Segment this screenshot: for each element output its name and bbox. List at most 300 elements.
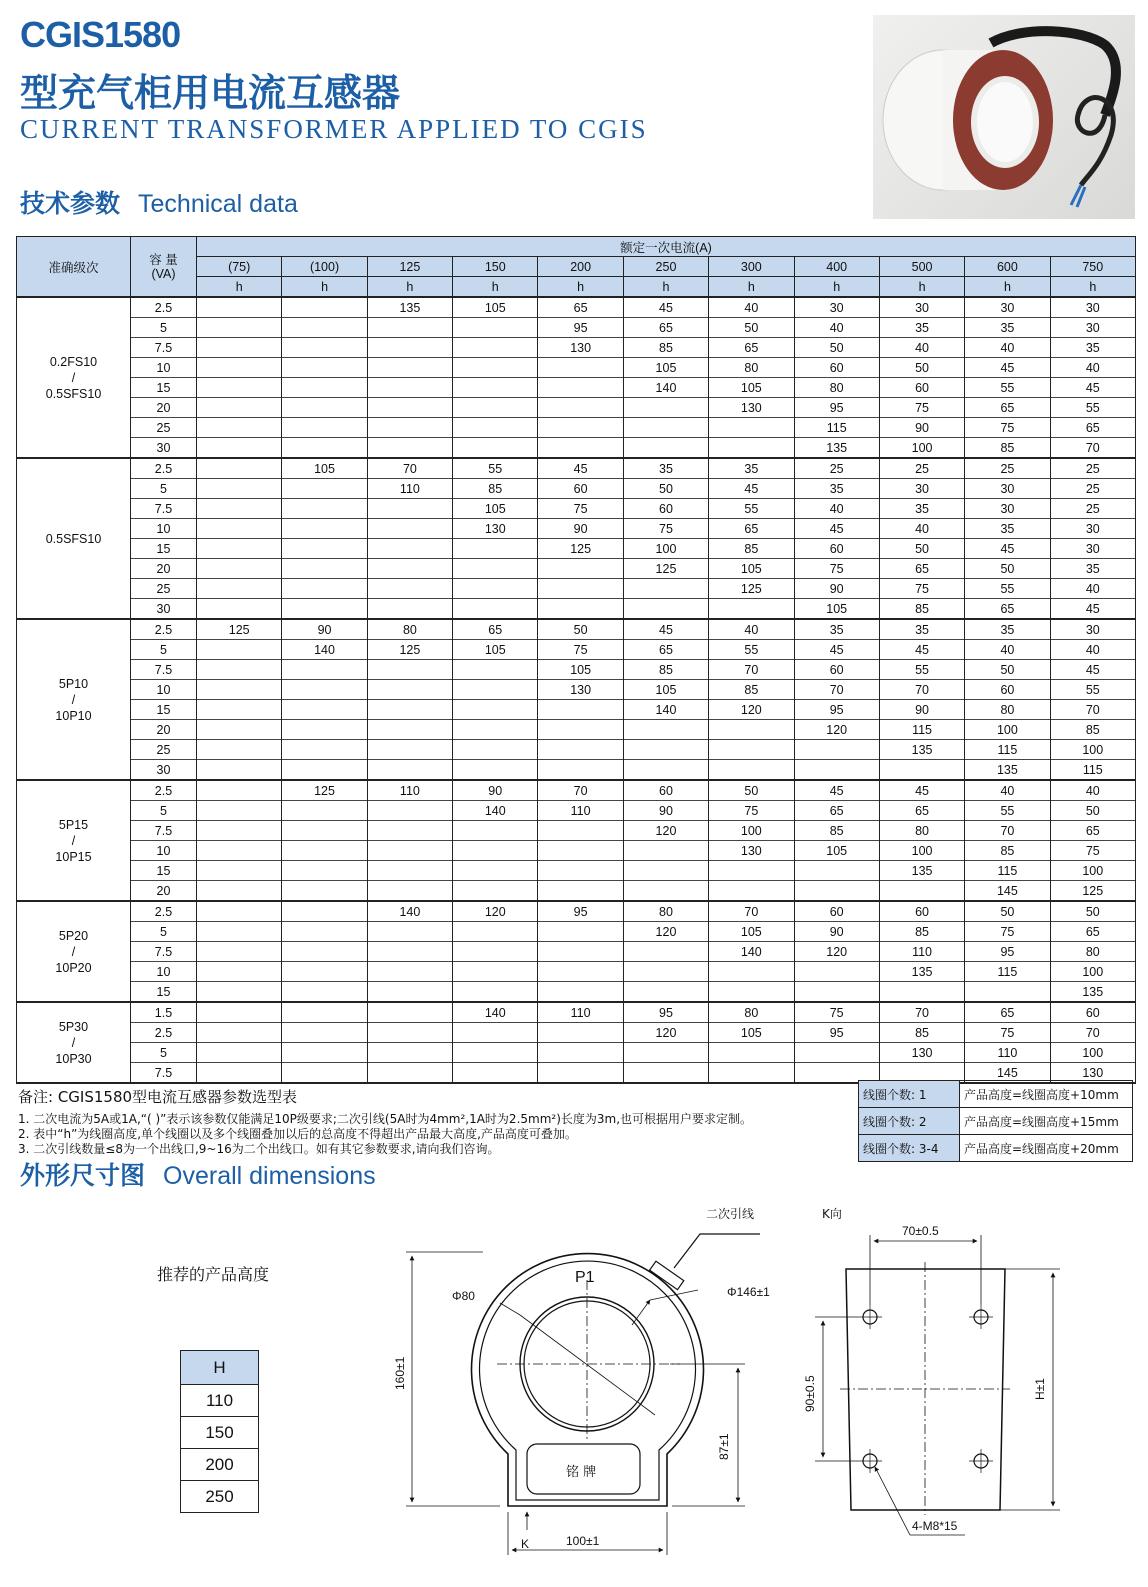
height-cell [282,338,367,358]
height-cell: 65 [453,619,538,640]
capacity-cell: 10 [131,680,197,700]
table-row [17,438,1136,459]
capacity-cell: 10 [131,519,197,539]
height-cell [538,982,623,1003]
table-row [17,660,1136,680]
height-cell: 50 [965,559,1050,579]
height-cell: 40 [965,780,1050,801]
height-cell: 80 [623,901,708,922]
height-cell: 100 [709,821,794,841]
capacity-cell: 5 [131,318,197,338]
height-cell [794,861,879,881]
height-cell: 65 [1050,821,1135,841]
p1-label: P1 [575,1269,595,1286]
height-cell [879,982,964,1003]
height-cell: 55 [453,458,538,479]
height-cell: 55 [965,579,1050,599]
height-cell [282,841,367,861]
capacity-cell: 10 [131,841,197,861]
height-cell: 85 [879,922,964,942]
height-cell: 85 [623,338,708,358]
height-cell: 85 [794,821,879,841]
height-cell: 120 [794,942,879,962]
height-cell: 35 [1050,559,1135,579]
height-cell [197,318,282,338]
height-cell: 45 [794,780,879,801]
height-cell: 45 [965,539,1050,559]
height-cell: 45 [879,780,964,801]
height-cell [453,318,538,338]
height-cell [367,1043,452,1063]
height-cell [623,418,708,438]
height-cell: 100 [1050,1043,1135,1063]
height-cell [282,378,367,398]
height-cell [879,760,964,781]
height-cell: 30 [1050,619,1135,640]
height-cell: 40 [709,297,794,318]
height-cell [709,740,794,760]
height-cell: 90 [879,418,964,438]
height-cell: 80 [879,821,964,841]
height-cell: 40 [794,499,879,519]
height-cell: 70 [794,680,879,700]
height-cell [197,297,282,318]
height-cell [623,398,708,418]
height-cell [538,398,623,418]
height-cell [282,801,367,821]
height-cell [453,1023,538,1043]
height-cell [197,378,282,398]
header-current-value: 300 [709,257,794,277]
height-cell: 50 [1050,901,1135,922]
height-cell [453,821,538,841]
capacity-cell: 5 [131,1043,197,1063]
height-cell [453,740,538,760]
header-accuracy-class: 准确级次 [17,237,131,298]
height-cell: 70 [879,1002,964,1023]
capacity-cell: 7.5 [131,942,197,962]
height-cell: 105 [538,660,623,680]
height-cell: 140 [623,700,708,720]
height-cell [453,680,538,700]
height-cell: 85 [709,680,794,700]
height-cell [197,519,282,539]
coil-count-3: 线圈个数: 3-4 [859,1135,960,1162]
height-cell [367,841,452,861]
table-row [17,1043,1136,1063]
height-cell: 70 [367,458,452,479]
height-cell [794,881,879,902]
capacity-cell: 20 [131,881,197,902]
width-100-label: 100±1 [566,1534,600,1548]
height-cell: 35 [965,519,1050,539]
height-cell: 120 [623,821,708,841]
height-cell: 145 [965,881,1050,902]
height-cell [709,760,794,781]
table-row [17,318,1136,338]
height-cell: 80 [794,378,879,398]
capacity-cell: 20 [131,720,197,740]
height-cell [197,942,282,962]
height-cell: 55 [1050,398,1135,418]
capacity-cell: 5 [131,922,197,942]
height-cell: 115 [879,720,964,740]
height-cell: 50 [538,619,623,640]
table-row [17,801,1136,821]
height-cell: 110 [367,479,452,499]
height-cell [282,881,367,902]
height-cell: 45 [1050,599,1135,620]
table-header [17,237,1136,298]
header-current-value: 400 [794,257,879,277]
height-cell: 85 [1050,720,1135,740]
height-cell: 75 [965,922,1050,942]
capacity-cell: 7.5 [131,1063,197,1084]
table-row [17,619,1136,640]
height-cell [367,358,452,378]
height-cell: 135 [879,861,964,881]
header-current-value: 150 [453,257,538,277]
height-cell: 65 [965,398,1050,418]
height-cell: 65 [709,519,794,539]
height-cell [538,720,623,740]
height-cell: 140 [453,1002,538,1023]
height-cell: 95 [794,398,879,418]
height-cell [623,1043,708,1063]
height-cell: 55 [709,640,794,660]
capacity-cell: 20 [131,559,197,579]
height-cell [538,1063,623,1084]
height-cell [367,338,452,358]
height-cell: 65 [538,297,623,318]
height-cell [453,942,538,962]
height-cell [282,760,367,781]
phi80-label: Φ80 [452,1289,475,1303]
table-row [17,881,1136,902]
section-overall-dimensions [20,1156,376,1192]
height-cell [282,559,367,579]
height-cell [453,599,538,620]
spacing-90-label: 90±0.5 [803,1375,817,1412]
height-cell [197,780,282,801]
table-row [17,418,1136,438]
height-cell: 130 [709,841,794,861]
height-cell [197,760,282,781]
height-cell: 50 [623,479,708,499]
height-cell: 70 [538,780,623,801]
height-cell [367,318,452,338]
height-cell [453,559,538,579]
height-cell: 130 [453,519,538,539]
notes-title: 备注: CGIS1580型电流互感器参数选型表 [18,1088,298,1106]
technical-data-table [16,236,1136,1084]
height-cell: 115 [1050,760,1135,781]
title-chinese: 型充气柜用电流互感器 [20,71,401,115]
height-cell: 115 [794,418,879,438]
table-row [17,378,1136,398]
height-cell: 45 [879,640,964,660]
height-cell: 120 [623,1023,708,1043]
height-header: H [181,1351,259,1385]
note-3: 3. 二次引线数量≤8为一个出线口,9~16为二个出线口。如有其它参数要求,请向我们咨询。 [18,1142,500,1156]
height-cell: 30 [965,297,1050,318]
height-cell: 135 [794,438,879,459]
height-cell: 45 [538,458,623,479]
height-cell [538,700,623,720]
height-cell: 75 [879,398,964,418]
height-cell [794,760,879,781]
height-cell [709,438,794,459]
height-cell: 45 [794,640,879,660]
height-cell: 140 [282,640,367,660]
height-cell: 45 [1050,378,1135,398]
height-cell [623,841,708,861]
height-cell: 105 [623,358,708,378]
capacity-cell: 10 [131,962,197,982]
table-row [17,640,1136,660]
height-cell: 35 [879,499,964,519]
height-cell: 50 [965,660,1050,680]
height-cell [367,599,452,620]
height-cell: 75 [623,519,708,539]
height-cell [197,922,282,942]
capacity-cell: 2.5 [131,1023,197,1043]
height-cell [623,740,708,760]
height-cell: 50 [709,780,794,801]
height-cell [197,660,282,680]
height-cell [197,358,282,378]
height-cell [367,801,452,821]
capacity-cell: 7.5 [131,499,197,519]
height-cell: 75 [965,418,1050,438]
spacing-70-label: 70±0.5 [902,1224,939,1238]
height-cell [794,740,879,760]
table-row [17,1023,1136,1043]
capacity-cell: 25 [131,579,197,599]
height-cell [453,881,538,902]
capacity-cell: 2.5 [131,458,197,479]
height-cell [538,942,623,962]
capacity-cell: 15 [131,539,197,559]
header-unit: h [367,277,452,298]
height-cell: 140 [623,378,708,398]
height-cell: 35 [965,318,1050,338]
height-cell: 65 [965,599,1050,620]
header-current-value: (75) [197,257,282,277]
height-cell [794,962,879,982]
height-cell: 30 [965,479,1050,499]
height-cell: 135 [879,962,964,982]
height-cell: 60 [794,358,879,378]
height-cell [538,378,623,398]
secondary-lead-label: 二次引线 [706,1207,755,1221]
height-cell [282,418,367,438]
height-cell: 35 [1050,338,1135,358]
height-cell: 25 [1050,499,1135,519]
height-cell: 90 [623,801,708,821]
height-cell: 130 [1050,1063,1135,1084]
header-current-value: 200 [538,257,623,277]
height-cell: 85 [965,438,1050,459]
height-cell: 30 [965,499,1050,519]
header-unit: h [538,277,623,298]
k-view-label: K向 [822,1207,842,1221]
height-cell [367,982,452,1003]
table-row [17,680,1136,700]
height-cell [538,861,623,881]
product-photo [873,15,1135,219]
height-cell: 135 [965,760,1050,781]
height-cell [197,539,282,559]
height-cell [282,740,367,760]
height-cell [282,519,367,539]
height-cell: 120 [794,720,879,740]
height-cell [538,599,623,620]
height-cell: 45 [623,297,708,318]
height-cell [367,680,452,700]
height-cell [453,1063,538,1084]
height-cell [367,660,452,680]
height-cell: 95 [538,901,623,922]
nameplate-label: 铭 牌 [566,1465,597,1480]
height-cell: 45 [965,358,1050,378]
height-cell [197,821,282,841]
height-cell: 65 [623,640,708,660]
coil-count-1: 线圈个数: 1 [859,1081,960,1108]
table-row [17,740,1136,760]
height-cell: 70 [1050,438,1135,459]
height-cell: 40 [965,640,1050,660]
height-cell: 40 [794,318,879,338]
height-cell: 60 [965,680,1050,700]
height-cell: 85 [709,539,794,559]
height-cell: 70 [709,901,794,922]
height-cell: 85 [453,479,538,499]
height-cell [282,1023,367,1043]
height-cell [197,640,282,660]
capacity-cell: 2.5 [131,619,197,640]
height-cell: 60 [879,378,964,398]
height-cell: 100 [1050,861,1135,881]
height-cell [197,398,282,418]
height-cell [197,982,282,1003]
height-cell: 55 [709,499,794,519]
height-cell: 35 [794,479,879,499]
height-cell: 140 [453,801,538,821]
height-cell: 65 [1050,922,1135,942]
height-cell [453,700,538,720]
height-cell [282,599,367,620]
height-cell: 65 [794,801,879,821]
height-cell: 85 [965,841,1050,861]
table-row [17,297,1136,318]
height-cell [282,398,367,418]
height-cell [367,398,452,418]
height-cell [197,438,282,459]
height-cell: 25 [965,458,1050,479]
height-cell [282,660,367,680]
height-cell: 70 [965,821,1050,841]
height-cell [367,861,452,881]
height-cell: 60 [623,780,708,801]
height-cell: 100 [879,438,964,459]
height-cell: 100 [965,720,1050,740]
height-cell: 65 [709,338,794,358]
height-cell: 65 [623,318,708,338]
height-cell [623,720,708,740]
capacity-cell: 7.5 [131,660,197,680]
product-height-2: 产品高度=线圈高度+15mm [960,1108,1133,1135]
capacity-cell: 30 [131,760,197,781]
height-cell [453,378,538,398]
height-cell [623,1063,708,1084]
table-row [17,579,1136,599]
accuracy-class-cell: 5P20 / 10P20 [17,901,131,1002]
height-cell [453,418,538,438]
height-cell [197,579,282,599]
header-unit: h [709,277,794,298]
height-h-label: H±1 [1033,1378,1047,1400]
height-cell: 120 [453,901,538,922]
height-cell: 55 [965,801,1050,821]
height-cell: 55 [1050,680,1135,700]
height-cell [367,499,452,519]
height-cell: 105 [709,922,794,942]
section-dimensions-en: Overall dimensions [163,1162,376,1190]
table-row [17,458,1136,479]
height-cell [367,821,452,841]
header-current-value: 125 [367,257,452,277]
height-cell: 30 [1050,539,1135,559]
height-cell: 40 [1050,579,1135,599]
height-cell: 75 [709,801,794,821]
height-cell: 30 [1050,297,1135,318]
height-cell [197,479,282,499]
height-cell: 35 [965,619,1050,640]
height-cell [794,982,879,1003]
mounting-holes-label: 4-M8*15 [912,1519,958,1533]
height-cell [282,438,367,459]
height-cell: 125 [282,780,367,801]
height-cell: 50 [794,338,879,358]
height-cell [282,479,367,499]
height-cell [282,297,367,318]
table-row [17,398,1136,418]
height-cell: 145 [965,1063,1050,1084]
height-cell: 90 [538,519,623,539]
height-cell [197,881,282,902]
height-cell: 75 [794,559,879,579]
height-cell: 60 [1050,1002,1135,1023]
note-2: 2. 表中“h”为线圈高度,单个线圈以及多个线圈叠加以后的总高度不得超出产品最大高度,产品高度可叠加。 [18,1127,577,1141]
front-view-drawing [406,1234,760,1555]
table-row [17,1002,1136,1023]
coil-count-table [858,1080,1133,1162]
height-cell [538,559,623,579]
height-cell: 30 [794,297,879,318]
height-cell [197,700,282,720]
height-cell [367,559,452,579]
table-row [17,922,1136,942]
height-cell: 110 [538,801,623,821]
height-cell: 25 [1050,479,1135,499]
height-cell: 65 [879,559,964,579]
height-160-label: 160±1 [393,1356,407,1390]
table-row [17,901,1136,922]
height-cell: 45 [1050,660,1135,680]
product-height-1: 产品高度=线圈高度+10mm [960,1081,1133,1108]
capacity-cell: 25 [131,740,197,760]
